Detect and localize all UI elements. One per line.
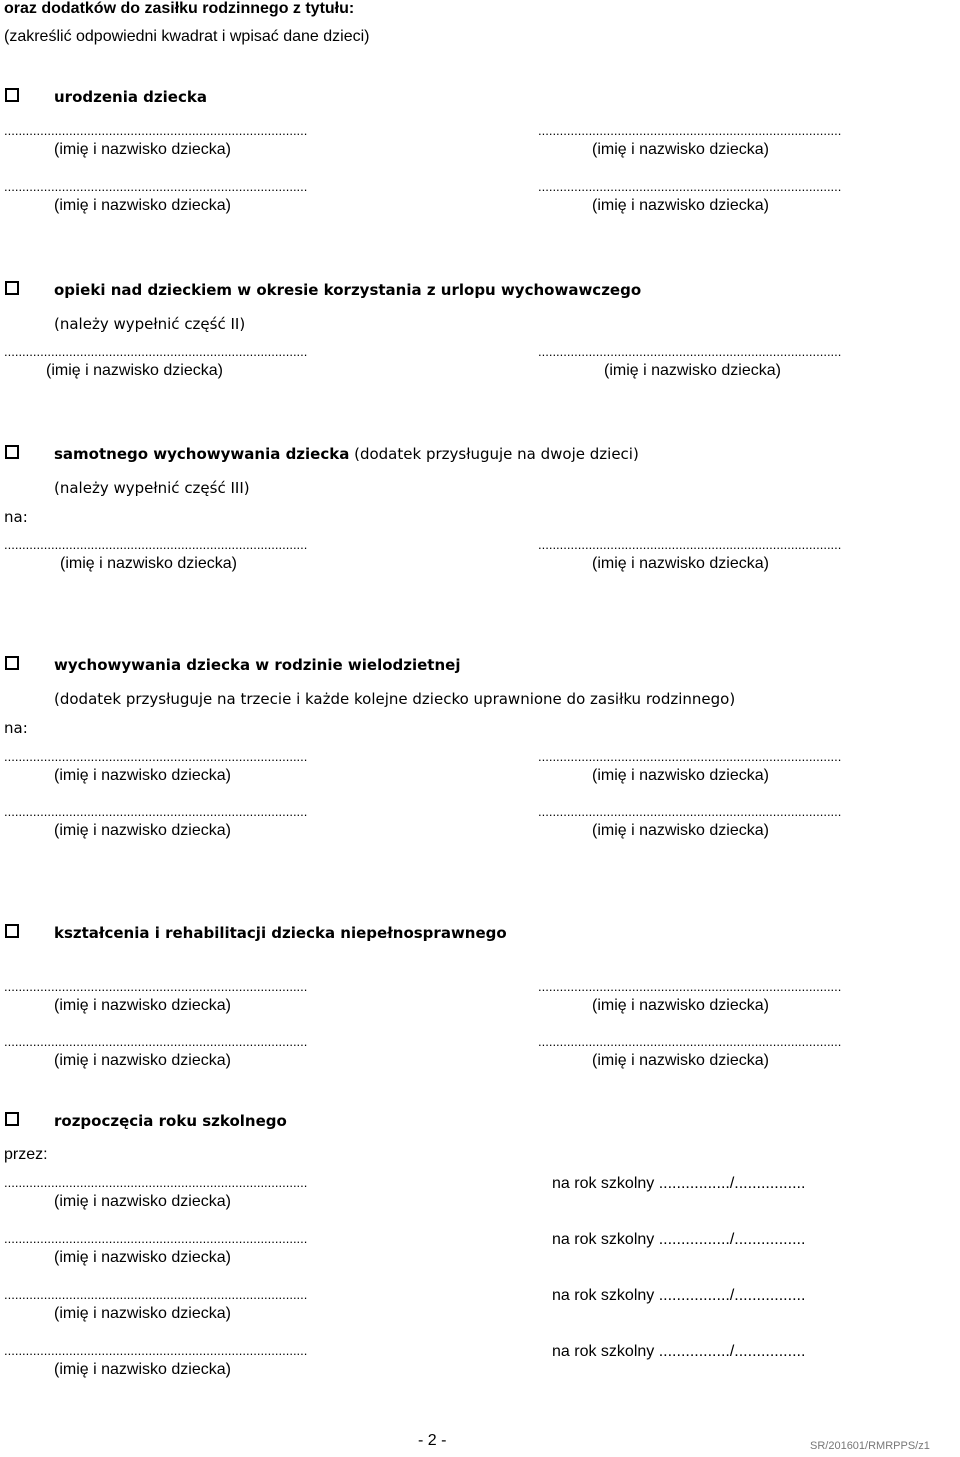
school-year-field[interactable]: na rok szkolny ................/................ bbox=[552, 1231, 806, 1248]
child-caption: (imię i nazwisko dziecka) bbox=[54, 822, 231, 839]
label-school-start: rozpoczęcia roku szkolnego bbox=[54, 1112, 287, 1130]
dots-line[interactable]: .................................................................................... bbox=[4, 749, 308, 764]
child-caption: (imię i nazwisko dziecka) bbox=[592, 997, 769, 1014]
child-caption: (imię i nazwisko dziecka) bbox=[54, 141, 231, 158]
dots-line[interactable]: .................................................................................... bbox=[538, 979, 842, 994]
label-single-bold: samotnego wychowywania dziecka bbox=[54, 445, 350, 463]
dots-line[interactable]: .................................................................................... bbox=[4, 1343, 308, 1358]
child-caption: (imię i nazwisko dziecka) bbox=[46, 362, 223, 379]
dots-line[interactable]: .................................................................................... bbox=[538, 537, 842, 552]
dots-line[interactable]: .................................................................................... bbox=[538, 179, 842, 194]
school-year-field[interactable]: na rok szkolny ................/................ bbox=[552, 1287, 806, 1304]
dots-line[interactable]: .................................................................................... bbox=[4, 1034, 308, 1049]
child-caption: (imię i nazwisko dziecka) bbox=[592, 197, 769, 214]
label-single bbox=[54, 445, 639, 463]
prefix-na: na: bbox=[4, 719, 28, 737]
child-caption: (imię i nazwisko dziecka) bbox=[592, 141, 769, 158]
child-caption: (imię i nazwisko dziecka) bbox=[54, 197, 231, 214]
child-caption: (imię i nazwisko dziecka) bbox=[54, 1052, 231, 1069]
child-caption: (imię i nazwisko dziecka) bbox=[54, 1249, 231, 1266]
child-caption: (imię i nazwisko dziecka) bbox=[592, 822, 769, 839]
child-caption: (imię i nazwisko dziecka) bbox=[592, 1052, 769, 1069]
child-caption: (imię i nazwisko dziecka) bbox=[604, 362, 781, 379]
child-caption: (imię i nazwisko dziecka) bbox=[54, 997, 231, 1014]
dots-line[interactable]: .................................................................................... bbox=[538, 123, 842, 138]
dots-line[interactable]: .................................................................................... bbox=[4, 1287, 308, 1302]
dots-line[interactable]: .................................................................................... bbox=[538, 804, 842, 819]
label-birth: urodzenia dziecka bbox=[54, 88, 207, 106]
prefix-na: na: bbox=[4, 508, 28, 526]
child-caption: (imię i nazwisko dziecka) bbox=[54, 1193, 231, 1210]
child-caption: (imię i nazwisko dziecka) bbox=[54, 1305, 231, 1322]
child-caption: (imię i nazwisko dziecka) bbox=[54, 767, 231, 784]
label-large-family: wychowywania dziecka w rodzinie wielodzietnej bbox=[54, 656, 461, 674]
label-care: opieki nad dzieckiem w okresie korzystania z urlopu wychowawczego bbox=[54, 281, 642, 299]
label-disabled-child: kształcenia i rehabilitacji dziecka niepełnosprawnego bbox=[54, 924, 507, 942]
child-caption: (imię i nazwisko dziecka) bbox=[592, 555, 769, 572]
school-year-field[interactable]: na rok szkolny ................/................ bbox=[552, 1175, 806, 1192]
prefix-przez: przez: bbox=[4, 1146, 48, 1163]
checkbox-large-family[interactable] bbox=[5, 656, 19, 670]
dots-line[interactable]: .................................................................................... bbox=[538, 749, 842, 764]
section-title: oraz dodatków do zasiłku rodzinnego z tytułu: bbox=[4, 0, 355, 17]
dots-line[interactable]: .................................................................................... bbox=[4, 1175, 308, 1190]
child-caption: (imię i nazwisko dziecka) bbox=[60, 555, 237, 572]
dots-line[interactable]: .................................................................................... bbox=[538, 1034, 842, 1049]
dots-line[interactable]: .................................................................................... bbox=[4, 344, 308, 359]
dots-line[interactable]: .................................................................................... bbox=[4, 179, 308, 194]
checkbox-single[interactable] bbox=[5, 445, 19, 459]
dots-line[interactable]: .................................................................................... bbox=[4, 1231, 308, 1246]
page-number: - 2 - bbox=[418, 1432, 447, 1449]
child-caption: (imię i nazwisko dziecka) bbox=[54, 1361, 231, 1378]
note-single: (należy wypełnić część III) bbox=[54, 479, 250, 497]
dots-line[interactable]: .................................................................................... bbox=[4, 537, 308, 552]
dots-line[interactable]: .................................................................................... bbox=[4, 804, 308, 819]
child-caption: (imię i nazwisko dziecka) bbox=[592, 767, 769, 784]
note-care: (należy wypełnić część II) bbox=[54, 315, 246, 333]
dots-line[interactable]: .................................................................................... bbox=[4, 979, 308, 994]
dots-line[interactable]: .................................................................................... bbox=[538, 344, 842, 359]
note-large-family: (dodatek przysługuje na trzecie i każde kolejne dziecko uprawnione do zasiłku rodzinnego) bbox=[54, 690, 736, 708]
checkbox-disabled-child[interactable] bbox=[5, 924, 19, 938]
label-single-rest: (dodatek przysługuje na dwoje dzieci) bbox=[349, 445, 639, 463]
checkbox-school-start[interactable] bbox=[5, 1112, 19, 1126]
dots-line[interactable]: .................................................................................... bbox=[4, 123, 308, 138]
checkbox-birth[interactable] bbox=[5, 88, 19, 102]
checkbox-care[interactable] bbox=[5, 281, 19, 295]
instruction-text: (zakreślić odpowiedni kwadrat i wpisać dane dzieci) bbox=[4, 28, 370, 45]
school-year-field[interactable]: na rok szkolny ................/................ bbox=[552, 1343, 806, 1360]
document-code: SR/201601/RMRPPS/z1 bbox=[810, 1440, 930, 1452]
